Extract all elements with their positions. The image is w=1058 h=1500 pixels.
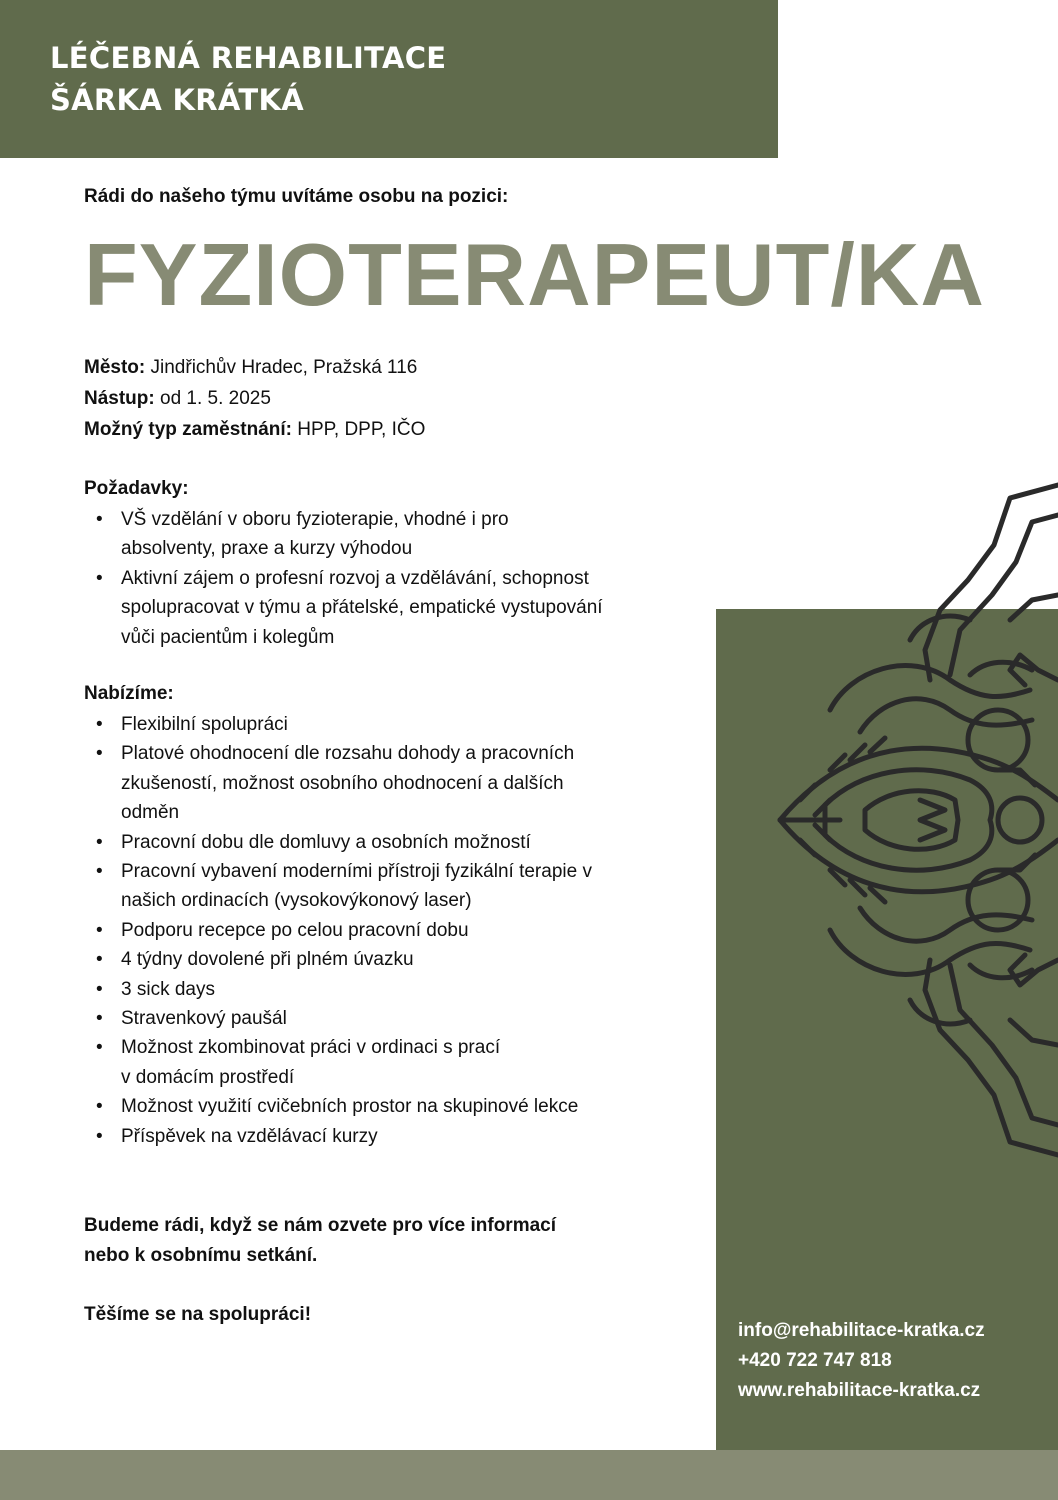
contact-phone[interactable]: +420 722 747 818 (738, 1350, 892, 1371)
list-item (84, 857, 674, 916)
requirements-heading: Požadavky: (84, 478, 189, 499)
list-item-line: • Možnost zkombinovat práci v ordinaci s prací (121, 1037, 501, 1059)
closing-line: Budeme rádi, když se nám ozvete pro více informací (84, 1215, 556, 1236)
contact-email[interactable]: info@rehabilitace-kratka.cz (738, 1320, 985, 1341)
detail-value: od 1. 5. 2025 (154, 388, 271, 409)
list-item-line: • Flexibilní spolupráci (121, 714, 288, 735)
thanks-text: Těšíme se na spolupráci! (84, 1304, 312, 1325)
header-title-line2: ŠÁRKA KRÁTKÁ (50, 83, 304, 117)
position-title: FYZIOTERAPEUT/KA (84, 225, 985, 324)
offer-heading: Nabízíme: (84, 683, 174, 704)
list-item-line: • Pracovní dobu dle domluvy a osobních možností (121, 831, 531, 853)
list-item-line: • 4 týdny dovolené při plném úvazku (121, 949, 414, 971)
closing-line: nebo k osobnímu setkání. (84, 1245, 318, 1266)
list-item (84, 505, 684, 564)
list-item (84, 945, 674, 974)
list-item-line: • Aktivní zájem o profesní rozvoj a vzdělávání, schopnost (121, 567, 589, 589)
list-item-line: • Stravenkový paušál (121, 1008, 287, 1030)
list-item-line: • Podporu recepce po celou pracovní dobu (121, 919, 469, 941)
list-item-line: absolventy, praxe a kurzy výhodou (121, 538, 413, 560)
header-banner (0, 0, 778, 158)
list-item (84, 1092, 674, 1121)
mandala-icon (770, 470, 1058, 1170)
list-item-line: • VŠ vzdělání v oboru fyzioterapie, vhodné i pro (121, 509, 509, 530)
list-item-line: vůči pacientům i kolegům (121, 626, 335, 648)
list-item-line: • Příspěvek na vzdělávací kurzy (121, 1125, 378, 1147)
list-item-line: zkušeností, možnost osobního ohodnocení a dalších (121, 772, 564, 794)
list-item-line: spolupracovat v týmu a přátelské, empatické vystupování (121, 597, 603, 619)
contact-website[interactable]: www.rehabilitace-kratka.cz (738, 1380, 981, 1401)
list-item (84, 710, 674, 739)
detail-employment-type (84, 414, 425, 445)
list-item (84, 828, 674, 857)
detail-city (84, 352, 425, 383)
detail-start (84, 383, 425, 414)
footer-bar (0, 1450, 1058, 1500)
list-item-line: našich ordinacích (vysokovýkonový laser) (121, 890, 472, 912)
details-list (84, 352, 425, 445)
list-item-line: • Možnost využití cvičebních prostor na skupinové lekce (121, 1096, 579, 1118)
detail-label: Město: (84, 357, 146, 378)
list-item (84, 564, 684, 652)
header-title-line1: LÉČEBNÁ REHABILITACE (50, 41, 447, 75)
detail-label: Nástup: (84, 388, 155, 409)
list-item (84, 975, 674, 1004)
list-item-line: • 3 sick days (121, 978, 215, 1000)
list-item (84, 1122, 674, 1151)
list-item (84, 1033, 674, 1092)
list-item (84, 916, 674, 945)
detail-value: HPP, DPP, IČO (291, 419, 426, 440)
offer-list (84, 710, 674, 1151)
detail-label: Možný typ zaměstnání: (84, 419, 292, 440)
contact-block (738, 1316, 985, 1406)
list-item-line: • Pracovní vybavení moderními přístroji fyzikální terapie v (121, 861, 592, 883)
list-item-line: v domácím prostředí (121, 1066, 295, 1088)
list-item-line: • Platové ohodnocení dle rozsahu dohody a pracovních (121, 743, 575, 765)
detail-value: Jindřichův Hradec, Pražská 116 (145, 357, 418, 378)
requirements-list (84, 505, 684, 652)
list-item (84, 739, 674, 827)
intro-text: Rádi do našeho týmu uvítáme osobu na pozici: (84, 186, 509, 207)
list-item (84, 1004, 674, 1033)
list-item-line: odměn (121, 802, 180, 824)
closing-text (84, 1211, 556, 1271)
